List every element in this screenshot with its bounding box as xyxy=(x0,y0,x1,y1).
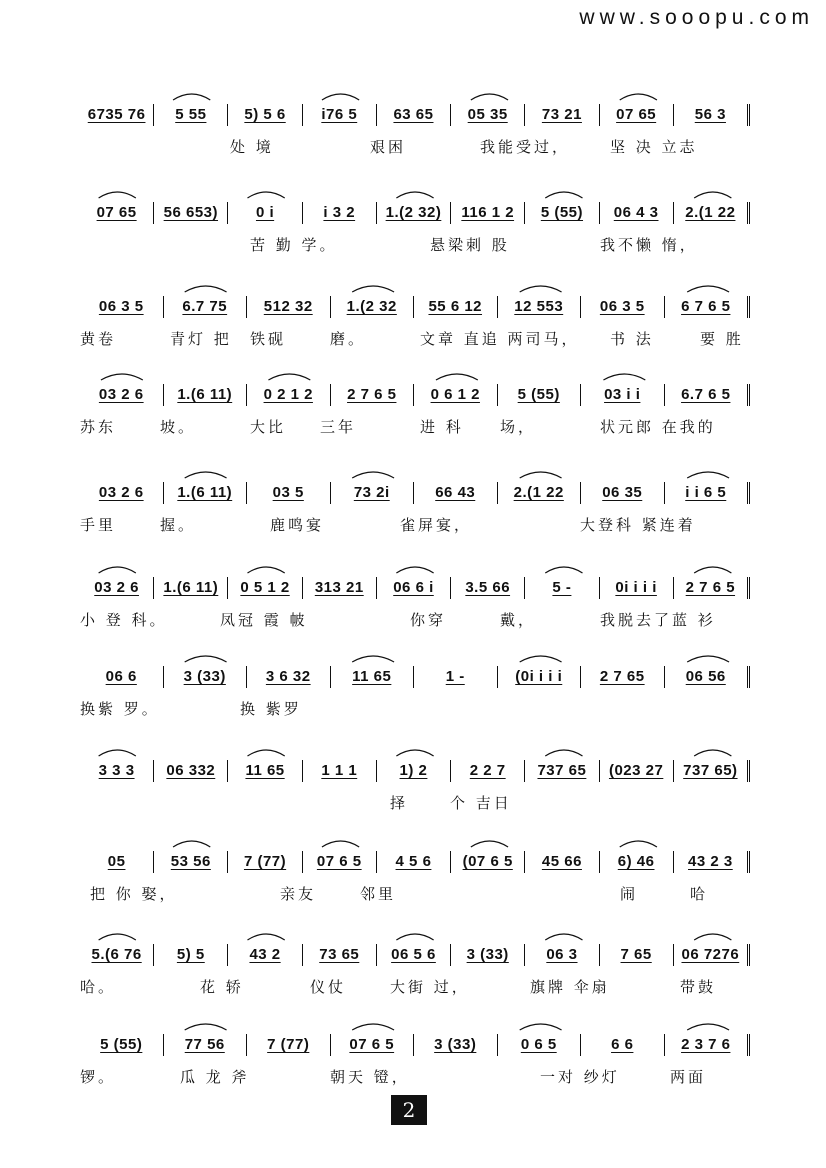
lyric-phrase: 大比 xyxy=(250,418,287,436)
measure: 73 21 xyxy=(525,104,599,126)
measure: 43 2 3 xyxy=(674,851,750,873)
lyric-row xyxy=(80,698,750,720)
measure: 06 3 5 xyxy=(80,296,164,318)
note-row xyxy=(80,198,750,224)
measure: 77 56 xyxy=(164,1034,248,1056)
measure: 3 (33) xyxy=(414,1034,498,1056)
measure: 0i i i i xyxy=(600,577,674,599)
measure: 2 7 6 5 xyxy=(331,384,415,406)
lyric-phrase: 朝天 镫， xyxy=(330,1068,410,1086)
measure: 7 (77) xyxy=(228,851,302,873)
measure: 1.(6 11) xyxy=(164,384,248,406)
lyric-phrase: 坡。 xyxy=(160,418,197,436)
lyric-phrase: 花 轿 xyxy=(200,978,244,996)
measure: 06 7276 xyxy=(674,944,750,966)
measure: 0 6 1 2 xyxy=(414,384,498,406)
score-system xyxy=(80,940,750,1000)
measure: 1.(2 32) xyxy=(377,202,451,224)
lyric-phrase: 一对 纱灯 xyxy=(540,1068,620,1086)
measure: 6) 46 xyxy=(600,851,674,873)
lyric-phrase: 三年 xyxy=(320,418,357,436)
page-number: 2 xyxy=(391,1095,427,1125)
measure: 06 3 5 xyxy=(581,296,665,318)
measure: 05 xyxy=(80,851,154,873)
score-system xyxy=(80,573,750,633)
measure: 56 653) xyxy=(154,202,228,224)
measure: 55 6 12 xyxy=(414,296,498,318)
measure: 0 2 1 2 xyxy=(247,384,331,406)
measure: 06 56 xyxy=(665,666,751,688)
measure: 06 332 xyxy=(154,760,228,782)
lyric-phrase: 坚 决 立志 xyxy=(610,138,698,156)
note-row xyxy=(80,478,750,504)
lyric-phrase: 我脱去了蓝 衫 xyxy=(600,611,716,629)
lyric-row xyxy=(80,416,750,438)
lyric-phrase: 磨。 xyxy=(330,330,367,348)
lyric-phrase: 带鼓 xyxy=(680,978,717,996)
measure: 5 (55) xyxy=(80,1034,164,1056)
measure: 3 3 3 xyxy=(80,760,154,782)
measure: 3.5 66 xyxy=(451,577,525,599)
measure: 06 6 xyxy=(80,666,164,688)
measure: 3 (33) xyxy=(164,666,248,688)
measure: 6 6 xyxy=(581,1034,665,1056)
note-row xyxy=(80,380,750,406)
measure: 43 2 xyxy=(228,944,302,966)
lyric-row xyxy=(80,609,750,631)
measure: i76 5 xyxy=(303,104,377,126)
lyric-phrase: 邻里 xyxy=(360,885,397,903)
lyric-phrase: 仪仗 xyxy=(310,978,347,996)
lyric-phrase: 艰困 xyxy=(370,138,407,156)
measure: 03 2 6 xyxy=(80,577,154,599)
measure: 05 35 xyxy=(451,104,525,126)
measure: 45 66 xyxy=(525,851,599,873)
lyric-phrase: 两面 xyxy=(670,1068,707,1086)
note-row xyxy=(80,100,750,126)
measure: 2.(1 22 xyxy=(674,202,750,224)
measure: 53 56 xyxy=(154,851,228,873)
measure: 63 65 xyxy=(377,104,451,126)
measure: 737 65 xyxy=(525,760,599,782)
measure: i i 6 5 xyxy=(665,482,751,504)
lyric-phrase: 把 你 娶， xyxy=(90,885,178,903)
measure: 1.(6 11) xyxy=(154,577,228,599)
lyric-phrase: 文章 直追 两司马， xyxy=(420,330,580,348)
lyric-phrase: 我能受过， xyxy=(480,138,571,156)
note-row xyxy=(80,940,750,966)
measure: 12 553 xyxy=(498,296,582,318)
measure: 313 21 xyxy=(303,577,377,599)
measure: 5 (55) xyxy=(498,384,582,406)
measure: 07 65 xyxy=(80,202,154,224)
lyric-phrase: 换紫 罗。 xyxy=(80,700,160,718)
lyric-row xyxy=(80,883,750,905)
lyric-phrase: 哈 xyxy=(690,885,709,903)
measure: 06 4 3 xyxy=(600,202,674,224)
lyric-phrase: 瓜 龙 斧 xyxy=(180,1068,250,1086)
measure: 0 5 1 2 xyxy=(228,577,302,599)
measure: (07 6 5 xyxy=(451,851,525,873)
measure: 1.(2 32 xyxy=(331,296,415,318)
measure: 03 2 6 xyxy=(80,482,164,504)
measure: 06 6 i xyxy=(377,577,451,599)
measure: 6.7 75 xyxy=(164,296,248,318)
score-system xyxy=(80,292,750,352)
lyric-phrase: 旗牌 伞扇 xyxy=(530,978,610,996)
score-system xyxy=(80,478,750,538)
score-system xyxy=(80,100,750,160)
lyric-phrase: 大街 过， xyxy=(390,978,470,996)
measure: 2 2 7 xyxy=(451,760,525,782)
lyric-phrase: 亲友 xyxy=(280,885,317,903)
measure: 2.(1 22 xyxy=(498,482,582,504)
lyric-phrase: 铁砚 xyxy=(250,330,287,348)
lyric-phrase: 我不懒 惰， xyxy=(600,236,698,254)
measure: 1 1 1 xyxy=(303,760,377,782)
measure: 03 i i xyxy=(581,384,665,406)
lyric-phrase: 场， xyxy=(500,418,537,436)
lyric-phrase: 戴， xyxy=(500,611,537,629)
lyric-phrase: 换 紫罗 xyxy=(240,700,302,718)
score-system xyxy=(80,662,750,722)
lyric-phrase: 你穿 xyxy=(410,611,447,629)
site-watermark: www.sooopu.com xyxy=(579,6,814,29)
measure: 11 65 xyxy=(331,666,415,688)
lyric-phrase: 个 吉日 xyxy=(450,794,512,812)
measure: 73 2i xyxy=(331,482,415,504)
measure: 1.(6 11) xyxy=(164,482,248,504)
lyric-phrase: 悬梁刺 股 xyxy=(430,236,510,254)
measure: 5 - xyxy=(525,577,599,599)
lyric-phrase: 锣。 xyxy=(80,1068,117,1086)
measure: 7 65 xyxy=(600,944,674,966)
lyric-phrase: 青灯 把 xyxy=(170,330,232,348)
measure: 73 65 xyxy=(303,944,377,966)
score-system xyxy=(80,847,750,907)
measure: 03 5 xyxy=(247,482,331,504)
measure: 7 (77) xyxy=(247,1034,331,1056)
measure: (0i i i i xyxy=(498,666,582,688)
measure: i 3 2 xyxy=(303,202,377,224)
note-row xyxy=(80,756,750,782)
lyric-phrase: 苏东 xyxy=(80,418,117,436)
measure: 2 7 65 xyxy=(581,666,665,688)
note-row xyxy=(80,1030,750,1056)
measure: 0 i xyxy=(228,202,302,224)
lyric-row xyxy=(80,514,750,536)
measure: 737 65) xyxy=(674,760,750,782)
lyric-phrase: 鹿鸣宴 xyxy=(270,516,325,534)
score-system xyxy=(80,380,750,440)
measure: 2 7 6 5 xyxy=(674,577,750,599)
lyric-phrase: 黄卷 xyxy=(80,330,117,348)
lyric-row xyxy=(80,234,750,256)
note-row xyxy=(80,847,750,873)
measure: 1 - xyxy=(414,666,498,688)
lyric-phrase: 闹 xyxy=(620,885,639,903)
measure: 2 3 7 6 xyxy=(665,1034,751,1056)
lyric-phrase: 凤冠 霞 帔 xyxy=(220,611,308,629)
measure: 6 7 6 5 xyxy=(665,296,751,318)
note-row xyxy=(80,292,750,318)
lyric-phrase: 苦 勤 学。 xyxy=(250,236,338,254)
lyric-row xyxy=(80,976,750,998)
lyric-phrase: 雀屏宴， xyxy=(400,516,473,534)
lyric-phrase: 状元郎 在我的 xyxy=(600,418,716,436)
measure: 5.(6 76 xyxy=(80,944,154,966)
lyric-phrase: 大登科 紧连着 xyxy=(580,516,696,534)
measure: 06 3 xyxy=(525,944,599,966)
lyric-phrase: 握。 xyxy=(160,516,197,534)
lyric-phrase: 书 法 xyxy=(610,330,654,348)
lyric-phrase: 哈。 xyxy=(80,978,117,996)
measure: 3 6 32 xyxy=(247,666,331,688)
measure: 03 2 6 xyxy=(80,384,164,406)
lyric-phrase: 手里 xyxy=(80,516,117,534)
measure: 5) 5 xyxy=(154,944,228,966)
lyric-row xyxy=(80,792,750,814)
lyric-phrase: 择 xyxy=(390,794,409,812)
measure: 6735 76 xyxy=(80,104,154,126)
measure: 11 65 xyxy=(228,760,302,782)
lyric-row xyxy=(80,1066,750,1088)
measure: 4 5 6 xyxy=(377,851,451,873)
measure: 6.7 6 5 xyxy=(665,384,751,406)
lyric-row xyxy=(80,136,750,158)
measure: 116 1 2 xyxy=(451,202,525,224)
measure: 5 (55) xyxy=(525,202,599,224)
measure: 07 6 5 xyxy=(303,851,377,873)
measure: 06 35 xyxy=(581,482,665,504)
measure: 07 65 xyxy=(600,104,674,126)
measure: 07 6 5 xyxy=(331,1034,415,1056)
measure: 0 6 5 xyxy=(498,1034,582,1056)
measure: 06 5 6 xyxy=(377,944,451,966)
lyric-phrase: 小 登 科。 xyxy=(80,611,168,629)
lyric-phrase: 进 科 xyxy=(420,418,464,436)
measure: 1) 2 xyxy=(377,760,451,782)
score-system xyxy=(80,756,750,816)
lyric-row xyxy=(80,328,750,350)
lyric-phrase: 要 胜 xyxy=(700,330,744,348)
lyric-phrase: 处 境 xyxy=(230,138,274,156)
score-system xyxy=(80,198,750,258)
note-row xyxy=(80,573,750,599)
measure: 5 55 xyxy=(154,104,228,126)
measure: 56 3 xyxy=(674,104,750,126)
note-row xyxy=(80,662,750,688)
measure: 3 (33) xyxy=(451,944,525,966)
measure: (023 27 xyxy=(600,760,674,782)
measure: 66 43 xyxy=(414,482,498,504)
measure: 512 32 xyxy=(247,296,331,318)
score-system xyxy=(80,1030,750,1090)
measure: 5) 5 6 xyxy=(228,104,302,126)
